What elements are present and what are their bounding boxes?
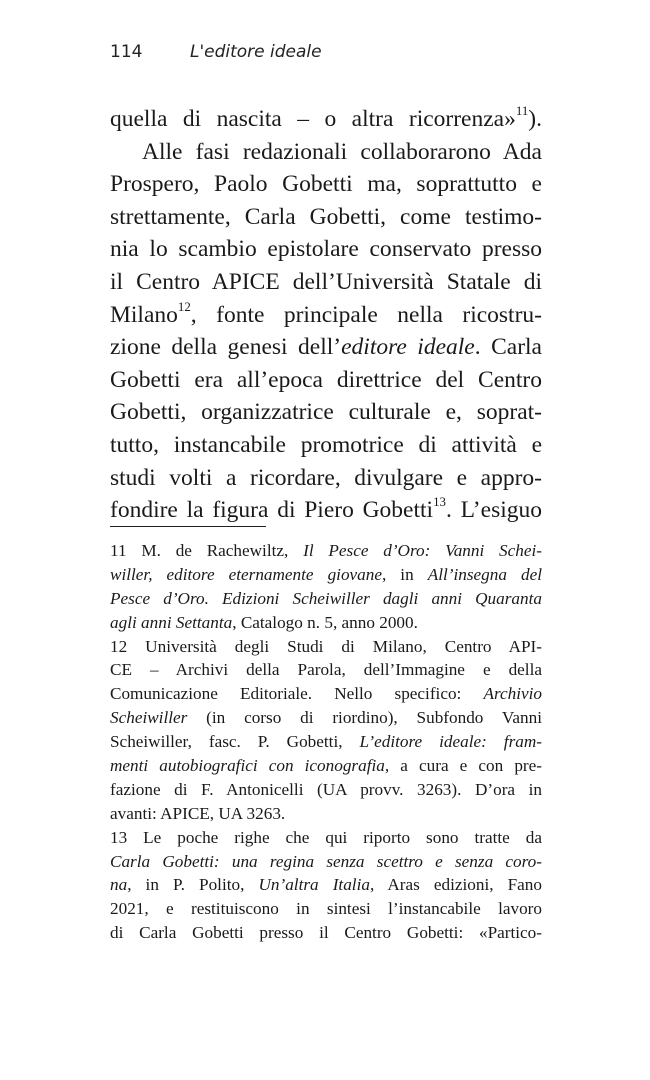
body-text-run: zione della genesi dell’ [110, 334, 342, 361]
footnote-text: Comunicazione Editoriale. Nello specifico: [110, 684, 484, 704]
body-text-run: quella di nascita – o altra ricorrenza» [110, 106, 516, 132]
footnote-text: 11 M. de Rachewiltz, [110, 541, 304, 560]
footnote-text: (in corso di riordino), Subfondo Vanni [187, 708, 542, 728]
body-text-run: Milano [110, 301, 178, 328]
body-line [110, 136, 542, 169]
body-line [110, 429, 542, 462]
body-line [110, 299, 542, 332]
body-text-run: strettamente, Carla Gobetti, come testimo- [110, 203, 542, 230]
footnote-text: Scheiwiller, fasc. P. Gobetti, [110, 732, 360, 752]
footnote-12-line [110, 706, 542, 730]
footnote-text: , a cura e con pre- [384, 756, 542, 776]
footnote-13-line: 13 Le poche righe che qui riporto sono tratte da [110, 827, 542, 847]
body-text-run: ). [528, 106, 542, 132]
body-line [110, 233, 542, 266]
body-line [110, 494, 542, 527]
body-text-run: Alle fasi redazionali collaborarono Ada [142, 138, 542, 165]
footnote-12-line [110, 730, 542, 754]
book-title-italic: editore ideale [341, 334, 475, 361]
footnote-italic: L’editore ideale: fram- [359, 732, 542, 752]
body-line [110, 331, 542, 364]
body-text-run: . Carla [474, 334, 542, 361]
footnote-13-line: Carla Gobetti: una regina senza scettro e senza coro- [110, 851, 542, 871]
running-title: L'editore ideale [190, 42, 322, 62]
footnote-italic: na [110, 875, 128, 895]
body-line [110, 462, 542, 495]
body-text-run: Gobetti, organizzatrice culturale e, soprat- [110, 399, 542, 426]
footnote-italic: agli anni Settanta [110, 612, 233, 632]
body-line [110, 168, 542, 201]
footnote-italic: menti autobiografici con iconografia [110, 756, 385, 776]
body-text-run: Gobetti era all’epoca direttrice del Centro [110, 366, 542, 393]
footnote-italic: All’insegna del [427, 564, 542, 584]
body-text [110, 103, 542, 527]
footnote-italic: Archivio [483, 684, 542, 704]
body-line [110, 103, 542, 136]
footnote-13-line: 2021, e restituiscono in sintesi l’instancabile lavoro [110, 899, 542, 919]
footnote-13-line: di Carla Gobetti presso il Centro Gobetti: «Partico- [110, 923, 542, 943]
footnote-11-line [110, 611, 542, 635]
footnote-11-line: Pesce d’Oro. Edizioni Scheiwiller dagli anni Quaranta [110, 588, 542, 608]
footnote-12-line: CE – Archivi della Parola, dell’Immagine e della [110, 660, 542, 680]
footnote-12-line: 12 Università degli Studi di Milano, Centro API- [110, 636, 542, 656]
body-line [110, 201, 542, 234]
footnote-12-line [110, 754, 542, 778]
footnote-italic: Il Pesce d’Oro: Vanni Schei- [303, 541, 542, 560]
footnote-text: , in P. Polito, [127, 875, 259, 895]
footnote-ref-12: 12 [177, 298, 191, 314]
body-text-run: fondire la figura di Piero Gobetti [110, 497, 434, 524]
footnote-text: , Aras edizioni, Fano [369, 875, 542, 895]
body-line [110, 266, 542, 299]
body-text-run: tutto, instancabile promotrice di attività e [110, 431, 542, 458]
body-line [110, 364, 542, 397]
footnote-text: , in [381, 564, 428, 584]
footnote-italic: Un’altra Italia [258, 875, 370, 895]
body-text-run: Prospero, Paolo Gobetti ma, soprattutto e [110, 171, 542, 198]
footnote-12-line [110, 682, 542, 706]
footnote-italic: Scheiwiller [110, 708, 188, 728]
footnote-12-line: avanti: APICE, UA 3263. [110, 803, 286, 823]
footnote-ref-11: 11 [515, 103, 529, 119]
footnote-separator-rule [110, 526, 266, 527]
body-text-run: nia lo scambio epistolare conservato presso [110, 236, 542, 263]
footnote-13-line [110, 873, 542, 897]
footnote-12-line: fazione di F. Antonicelli (UA provv. 3263). D’ora in [110, 779, 542, 799]
body-line [110, 396, 542, 429]
body-text-run: il Centro APICE dell’Università Statale di [110, 268, 542, 295]
footnote-11-line [110, 563, 542, 587]
footnote-text: , Catalogo n. 5, anno 2000. [232, 612, 418, 632]
body-text-run: , fonte principale nella ricostru- [190, 301, 542, 328]
page-number: 114 [110, 42, 143, 62]
body-text-run: studi volti a ricordare, divulgare e appro- [110, 464, 542, 491]
running-head [110, 42, 322, 62]
footnote-ref-13: 13 [433, 494, 446, 510]
footnotes [110, 539, 542, 945]
footnote-italic: willer, editore eternamente giovane [110, 564, 382, 584]
body-text-run: . L’esiguo [445, 497, 542, 524]
footnote-11-line [110, 539, 542, 563]
